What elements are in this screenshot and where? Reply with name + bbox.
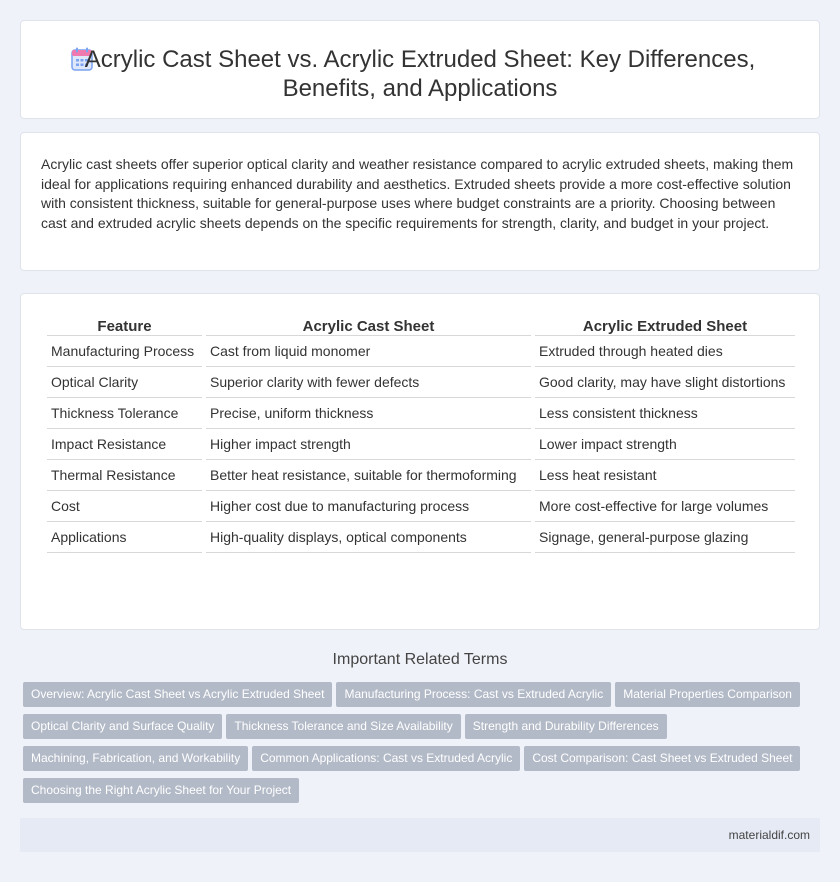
footer-site-link[interactable]: materialdif.com — [728, 828, 810, 842]
header-extruded-sheet: Acrylic Extruded Sheet — [535, 316, 795, 336]
table-row — [47, 491, 795, 522]
extruded-cell: Less heat resistant — [535, 460, 795, 491]
related-tag-thickness[interactable]: Thickness Tolerance and Size Availability — [226, 714, 460, 739]
extruded-cell: Good clarity, may have slight distortions — [535, 367, 795, 398]
extruded-cell: Extruded through heated dies — [535, 336, 795, 367]
table-row — [47, 367, 795, 398]
comparison-card — [20, 293, 820, 630]
feature-cell: Thickness Tolerance — [47, 398, 202, 429]
cast-cell: Precise, uniform thickness — [206, 398, 531, 429]
table-row — [47, 398, 795, 429]
feature-cell: Optical Clarity — [47, 367, 202, 398]
cast-cell: Higher impact strength — [206, 429, 531, 460]
intro-paragraph: Acrylic cast sheets offer superior optical clarity and weather resistance compared to acrylic extruded sheets, making them ideal for applications requiring enhanced durability and aesthetics. Extruded sheets provide a more cost-effective solution with consistent thickness, suitable for general-purpose uses where budget constraints are a priority. Choosing between cast and extruded acrylic sheets depends on the specific requirements for strength, clarity, and budget in your project. — [41, 156, 794, 231]
cast-cell: Cast from liquid monomer — [206, 336, 531, 367]
table-row — [47, 429, 795, 460]
related-tag-machining[interactable]: Machining, Fabrication, and Workability — [23, 746, 248, 771]
extruded-cell: Less consistent thickness — [535, 398, 795, 429]
related-terms-list — [23, 682, 823, 810]
related-tag-material-properties[interactable]: Material Properties Comparison — [615, 682, 800, 707]
extruded-cell: Signage, general-purpose glazing — [535, 522, 795, 553]
extruded-cell: More cost-effective for large volumes — [535, 491, 795, 522]
cast-cell: Superior clarity with fewer defects — [206, 367, 531, 398]
related-tag-choosing[interactable]: Choosing the Right Acrylic Sheet for Your Project — [23, 778, 299, 803]
extruded-cell: Lower impact strength — [535, 429, 795, 460]
table-header-row — [47, 316, 795, 336]
table-row — [47, 336, 795, 367]
feature-cell: Manufacturing Process — [47, 336, 202, 367]
related-tag-applications[interactable]: Common Applications: Cast vs Extruded Acrylic — [252, 746, 520, 771]
table-row — [47, 460, 795, 491]
cast-cell: Higher cost due to manufacturing process — [206, 491, 531, 522]
page-title: Acrylic Cast Sheet vs. Acrylic Extruded Sheet: Key Differences, Benefits, and Applications — [84, 46, 756, 102]
feature-cell: Thermal Resistance — [47, 460, 202, 491]
feature-cell: Impact Resistance — [47, 429, 202, 460]
footer — [20, 818, 820, 852]
related-tag-strength[interactable]: Strength and Durability Differences — [465, 714, 667, 739]
related-tag-manufacturing[interactable]: Manufacturing Process: Cast vs Extruded Acrylic — [336, 682, 611, 707]
header-cast-sheet: Acrylic Cast Sheet — [206, 316, 531, 336]
related-tag-overview[interactable]: Overview: Acrylic Cast Sheet vs Acrylic Extruded Sheet — [23, 682, 332, 707]
cast-cell: Better heat resistance, suitable for thermoforming — [206, 460, 531, 491]
cast-cell: High-quality displays, optical components — [206, 522, 531, 553]
related-tag-optical-clarity[interactable]: Optical Clarity and Surface Quality — [23, 714, 222, 739]
header-feature: Feature — [47, 316, 202, 336]
related-terms-heading: Important Related Terms — [332, 651, 508, 668]
table-row — [47, 522, 795, 553]
header-card — [20, 20, 820, 119]
related-tag-cost[interactable]: Cost Comparison: Cast Sheet vs Extruded Sheet — [524, 746, 800, 771]
feature-cell: Applications — [47, 522, 202, 553]
comparison-table — [43, 316, 799, 553]
intro-card — [20, 132, 820, 271]
feature-cell: Cost — [47, 491, 202, 522]
